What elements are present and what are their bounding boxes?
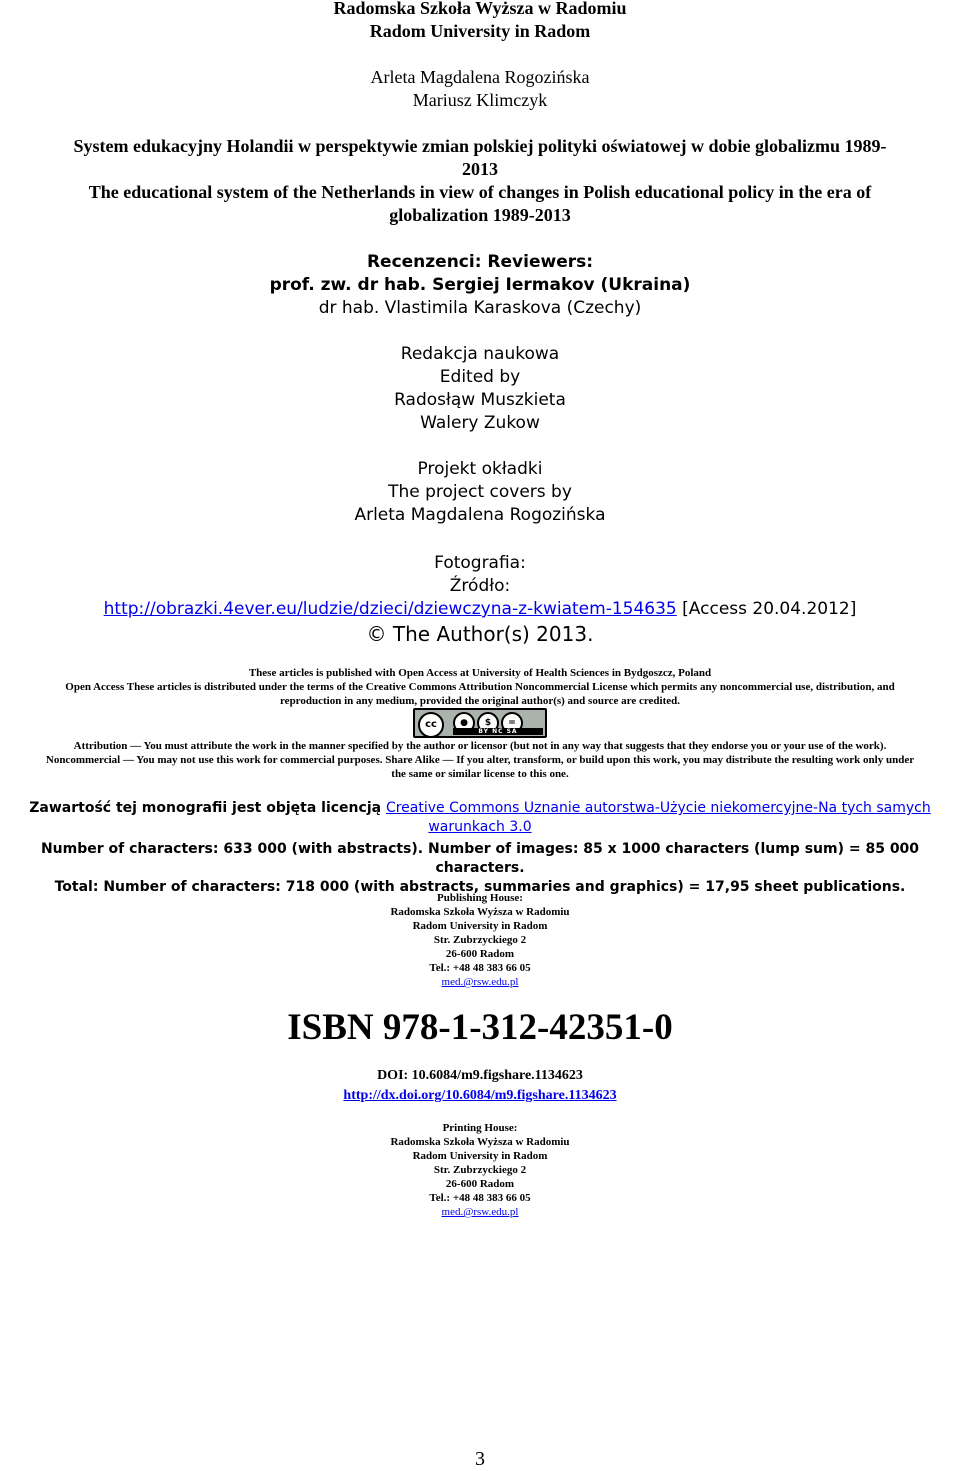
sharealike-line: the same or similar license to this one.	[391, 768, 569, 780]
license-pl-link[interactable]: Creative Commons Uznanie autorstwa-Użycie niekomercyjne-Na tych samych warunkach 3.0	[385, 800, 931, 835]
publishing-house	[0, 891, 960, 989]
printing-name-pl: Radomska Szkoła Wyższa w Radomiu	[390, 1136, 570, 1148]
sharealike-icon: =	[501, 712, 523, 734]
by-person-icon: ●	[453, 712, 475, 734]
license-line-1: These articles is published with Open Access at University of Health Sciences in Bydgoszcz, Poland	[248, 667, 712, 679]
publishing-name-en: Radom University in Radom	[412, 920, 548, 932]
publishing-city: 26-600 Radom	[445, 948, 515, 960]
isbn: ISBN 978-1-312-42351-0	[287, 1007, 673, 1048]
reviewer-2: dr hab. Vlastimila Karaskova (Czechy)	[318, 298, 642, 318]
editors	[0, 343, 960, 435]
printing-city: 26-600 Radom	[445, 1178, 515, 1190]
publishing-heading: Publishing House:	[437, 892, 523, 904]
cover-author: Arleta Magdalena Rogozińska	[354, 505, 606, 525]
badge-strip: BY NC SA	[453, 728, 543, 735]
book-title	[0, 135, 960, 227]
printing-tel: Tel.: +48 48 383 66 05	[429, 1192, 531, 1204]
printing-name-en: Radom University in Radom	[412, 1150, 548, 1162]
noncommercial-icon: $	[477, 712, 499, 734]
publishing-street: Str. Zubrzyckiego 2	[433, 934, 527, 946]
characters-line-2: Total: Number of characters: 718 000 (with abstracts, summaries and graphics) = 17,95 sheet publications.	[54, 879, 906, 895]
cover-credits	[0, 458, 960, 527]
printing-heading: Printing House:	[442, 1122, 518, 1134]
license-pl	[0, 799, 960, 837]
license-block	[0, 666, 960, 708]
characters-line-1: Number of characters: 633 000 (with abstracts). Number of images: 85 x 1000 characters (lump sum) = 85 000 characters.	[40, 841, 920, 876]
editors-heading-pl: Redakcja naukowa	[400, 344, 560, 364]
printing-house	[0, 1121, 960, 1219]
publishing-email[interactable]: med.@rsw.edu.pl	[441, 976, 519, 988]
reviewers-heading: Recenzenci: Reviewers:	[366, 252, 594, 272]
printing-email[interactable]: med.@rsw.edu.pl	[441, 1206, 519, 1218]
doi-block	[0, 1066, 960, 1106]
license-line-2: Open Access These articles is distributed under the terms of the Creative Commons Attribution Noncommercial License which permits any noncommercial use, distribution, and	[65, 681, 895, 693]
cc-logo-icon: cc	[418, 712, 444, 738]
isbn-block	[0, 1007, 960, 1049]
doi-text: DOI: 10.6084/m9.figshare.1134623	[377, 1068, 583, 1083]
publishing-name-pl: Radomska Szkoła Wyższa w Radomiu	[390, 906, 570, 918]
author-1: Arleta Magdalena Rogozińska	[370, 67, 590, 87]
reviewers	[0, 251, 960, 320]
photo-source	[0, 598, 960, 621]
authors	[0, 66, 960, 112]
editor-2: Walery Zukow	[420, 413, 540, 433]
editor-1: Radosłąw Muszkieta	[394, 390, 566, 410]
attribution-line: Attribution — You must attribute the work in the manner specified by the author or licensor (but not in any way that suggests that they endorse you or your use of the work).	[73, 740, 887, 752]
photo-source-label: Źródło:	[449, 576, 511, 596]
noncommercial-line: Noncommercial — You may not use this work for commercial purposes. Share Alike — If you alter, transform, or build upon this work, you may distribute the resulting work only under	[45, 754, 915, 766]
cover-heading-en: The project covers by	[388, 482, 572, 502]
photo-source-link[interactable]: http://obrazki.4ever.eu/ludzie/dzieci/dziewczyna-z-kwiatem-154635	[103, 599, 677, 619]
header	[0, 0, 960, 43]
printing-street: Str. Zubrzyckiego 2	[433, 1164, 527, 1176]
photo-credits	[0, 552, 960, 647]
author-2: Mariusz Klimczyk	[412, 90, 548, 110]
copyright: © The Author(s) 2013.	[366, 622, 594, 646]
license-pl-prefix: Zawartość tej monografii jest objęta licencją	[29, 800, 382, 816]
editors-heading-en: Edited by	[439, 367, 521, 387]
characters-info	[0, 840, 960, 897]
reviewer-1: prof. zw. dr hab. Sergiej Iermakov (Ukraina)	[269, 275, 691, 295]
title-pl-line1: System edukacyjny Holandii w perspektywie zmian polskiej polityki oświatowej w dobie globalizmu 1989-	[73, 136, 887, 156]
school-name-pl: Radomska Szkoła Wyższa w Radomiu	[333, 0, 627, 18]
title-en-line2: globalization 1989-2013	[389, 205, 571, 225]
cover-heading-pl: Projekt okładki	[417, 459, 543, 479]
school-name-en: Radom University in Radom	[369, 21, 591, 41]
doi-link[interactable]: http://dx.doi.org/10.6084/m9.figshare.1134623	[343, 1088, 617, 1103]
license-terms	[0, 739, 960, 781]
title-en-line1: The educational system of the Netherlands in view of changes in Polish educational policy in the era of	[88, 182, 872, 202]
cc-license-badge[interactable]	[413, 708, 547, 738]
publishing-tel: Tel.: +48 48 383 66 05	[429, 962, 531, 974]
cc-badge-wrap	[0, 708, 960, 743]
page-number: 3	[475, 1448, 485, 1470]
license-line-3: reproduction in any medium, provided the original author(s) and source are credited.	[280, 695, 680, 707]
photo-access-date: [Access 20.04.2012]	[682, 599, 857, 619]
photo-heading: Fotografia:	[434, 553, 526, 573]
title-pl-line2: 2013	[462, 159, 498, 179]
